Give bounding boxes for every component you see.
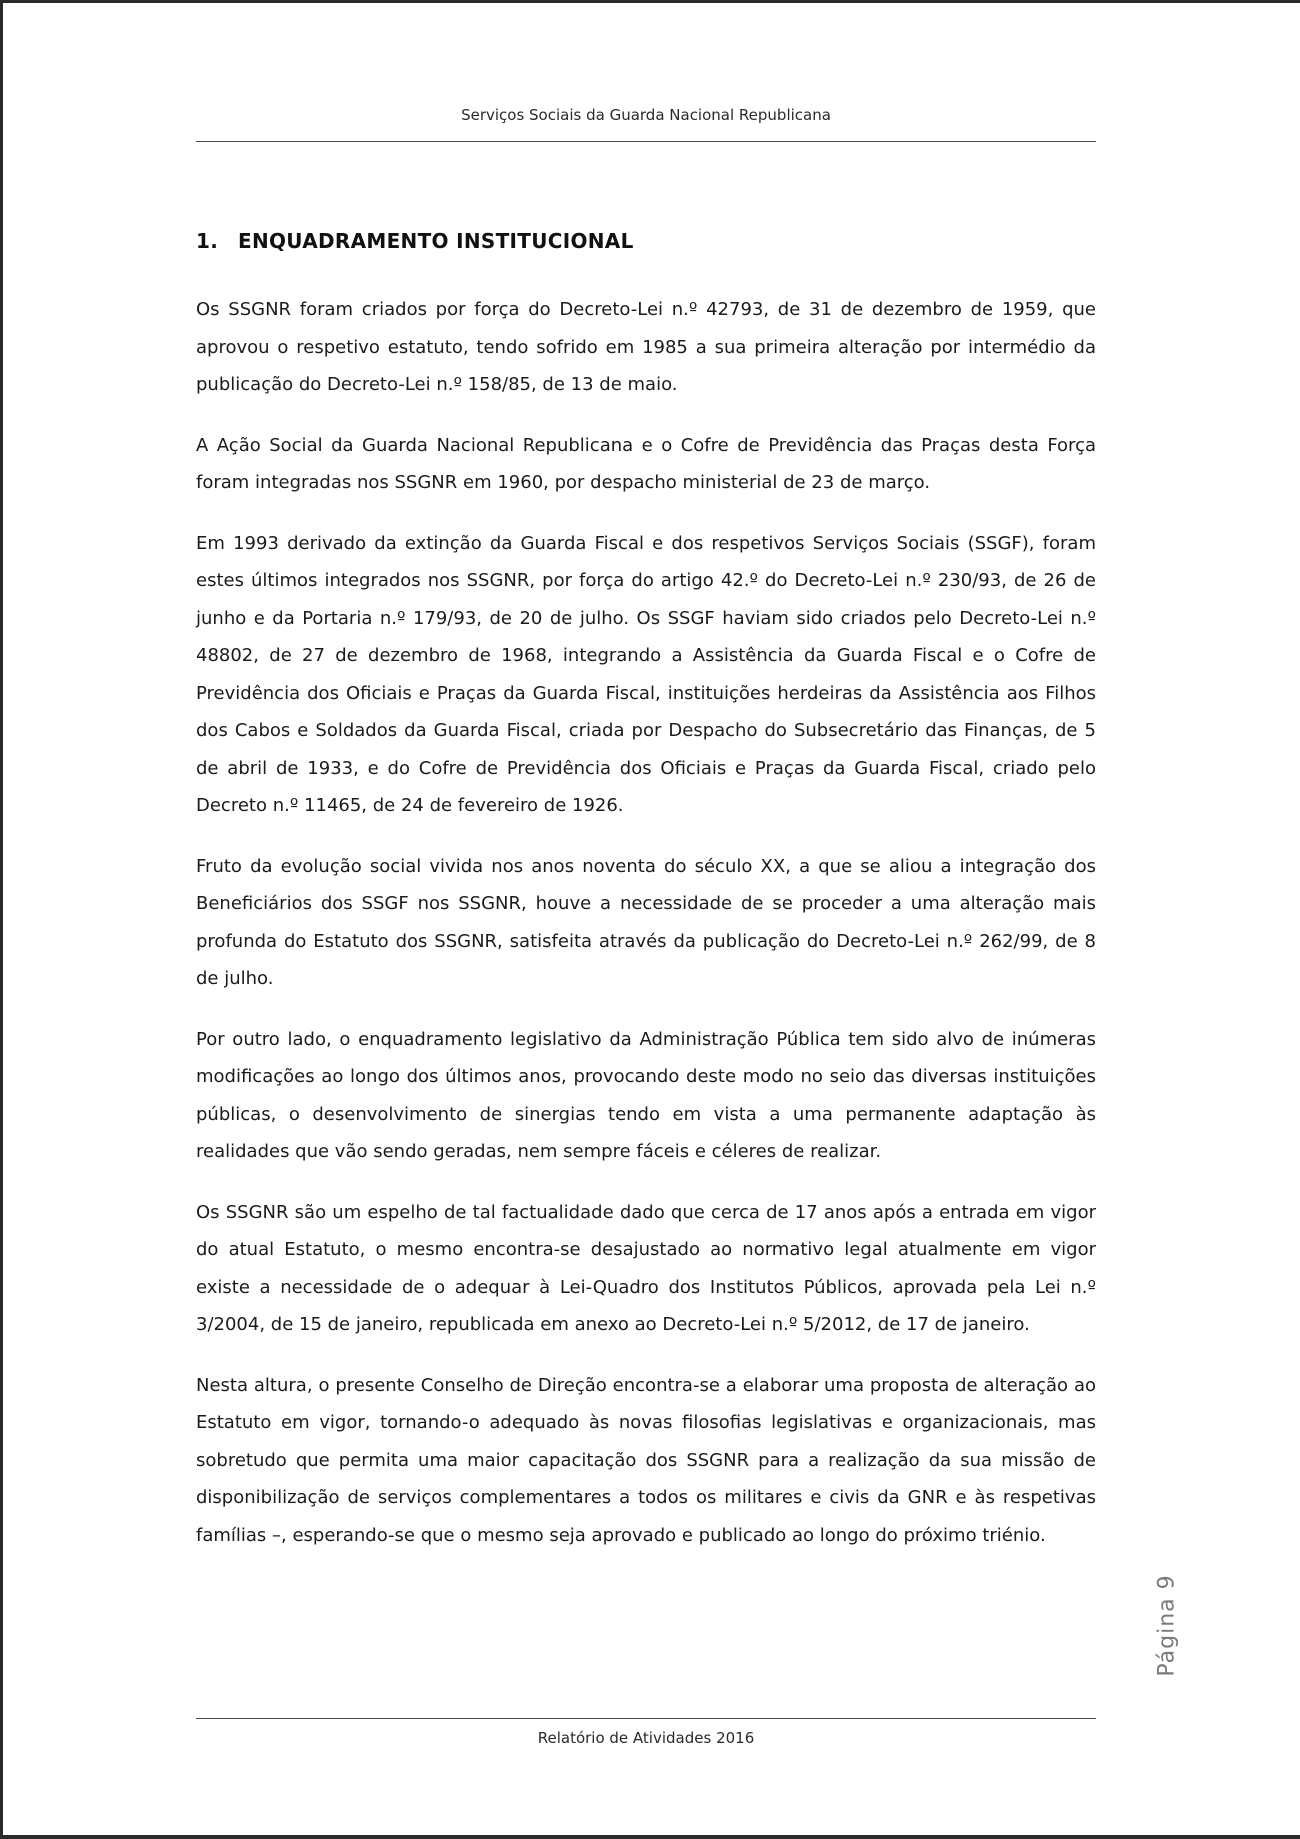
document-body [196, 291, 1096, 1577]
side-page-label: Página 9 [1154, 1573, 1180, 1677]
section-heading [196, 229, 634, 253]
scan-border-bottom [0, 1835, 1300, 1839]
scan-border-left [0, 0, 3, 1839]
scan-border-top [0, 0, 1300, 3]
section-title: ENQUADRAMENTO INSTITUCIONAL [238, 229, 634, 253]
paragraph: Por outro lado, o enquadramento legislativo da Administração Pública tem sido alvo de inúmeras modificações ao longo dos últimos anos, provocando deste modo no seio das diversas instituições públicas, o desenvolvimento de sinergias tendo em vista a uma permanente adaptação às realidades que vão sendo geradas, nem sempre fáceis e céleres de realizar. [196, 1028, 1096, 1162]
paragraph: Os SSGNR foram criados por força do Decreto-Lei n.º 42793, de 31 de dezembro de 1959, que aprovou o respetivo estatuto, tendo sofrido em 1985 a sua primeira alteração por intermédio da publicação do Decreto-Lei n.º 158/85, de 13 de maio. [196, 299, 1096, 395]
footer-divider [196, 1718, 1096, 1719]
page-header: Serviços Sociais da Guarda Nacional Republicana [461, 106, 831, 124]
side-page-number [1148, 1560, 1186, 1690]
paragraph: Em 1993 derivado da extinção da Guarda Fiscal e dos respetivos Serviços Sociais (SSGF), foram estes últimos integrados nos SSGNR, por força do artigo 42.º do Decreto-Lei n.º 230/93, de 26 de junho e da Portaria n.º 179/93, de 20 de julho. Os SSGF haviam sido criados pelo Decreto-Lei n.º 48802, de 27 de dezembro de 1968, integrando a Assistência da Guarda Fiscal e o Cofre de Previdência dos Oficiais e Praças da Guarda Fiscal, instituições herdeiras da Assistência aos Filhos dos Cabos e Soldados da Guarda Fiscal, criada por Despacho do Subsecretário das Finanças, de 5 de abril de 1933, e do Cofre de Previdência dos Oficiais e Praças da Guarda Fiscal, criado pelo Decreto n.º 11465, de 24 de fevereiro de 1926. [196, 532, 1096, 816]
section-number: 1. [196, 229, 219, 253]
page-footer: Relatório de Atividades 2016 [537, 1729, 755, 1747]
paragraph: Nesta altura, o presente Conselho de Direção encontra-se a elaborar uma proposta de alteração ao Estatuto em vigor, tornando-o adequado às novas filosofias legislativas e organizacionais, mas sobretudo que permita uma maior capacitação dos SSGNR para a realização da sua missão de disponibilização de serviços complementares a todos os militares e civis da GNR e às respetivas famílias –, esperando-se que o mesmo seja aprovado e publicado ao longo do próximo triénio. [196, 1374, 1096, 1546]
paragraph: Os SSGNR são um espelho de tal factualidade dado que cerca de 17 anos após a entrada em vigor do atual Estatuto, o mesmo encontra-se desajustado ao normativo legal atualmente em vigor existe a necessidade de o adequar à Lei-Quadro dos Institutos Públicos, aprovada pela Lei n.º 3/2004, de 15 de janeiro, republicada em anexo ao Decreto-Lei n.º 5/2012, de 17 de janeiro. [196, 1201, 1096, 1335]
paragraph: A Ação Social da Guarda Nacional Republicana e o Cofre de Previdência das Praças desta Força foram integradas nos SSGNR em 1960, por despacho ministerial de 23 de março. [196, 434, 1096, 493]
header-divider [196, 141, 1096, 142]
paragraph: Fruto da evolução social vivida nos anos noventa do século XX, a que se aliou a integração dos Beneficiários dos SSGF nos SSGNR, houve a necessidade de se proceder a uma alteração mais profunda do Estatuto dos SSGNR, satisfeita através da publicação do Decreto-Lei n.º 262/99, de 8 de julho. [196, 855, 1096, 989]
